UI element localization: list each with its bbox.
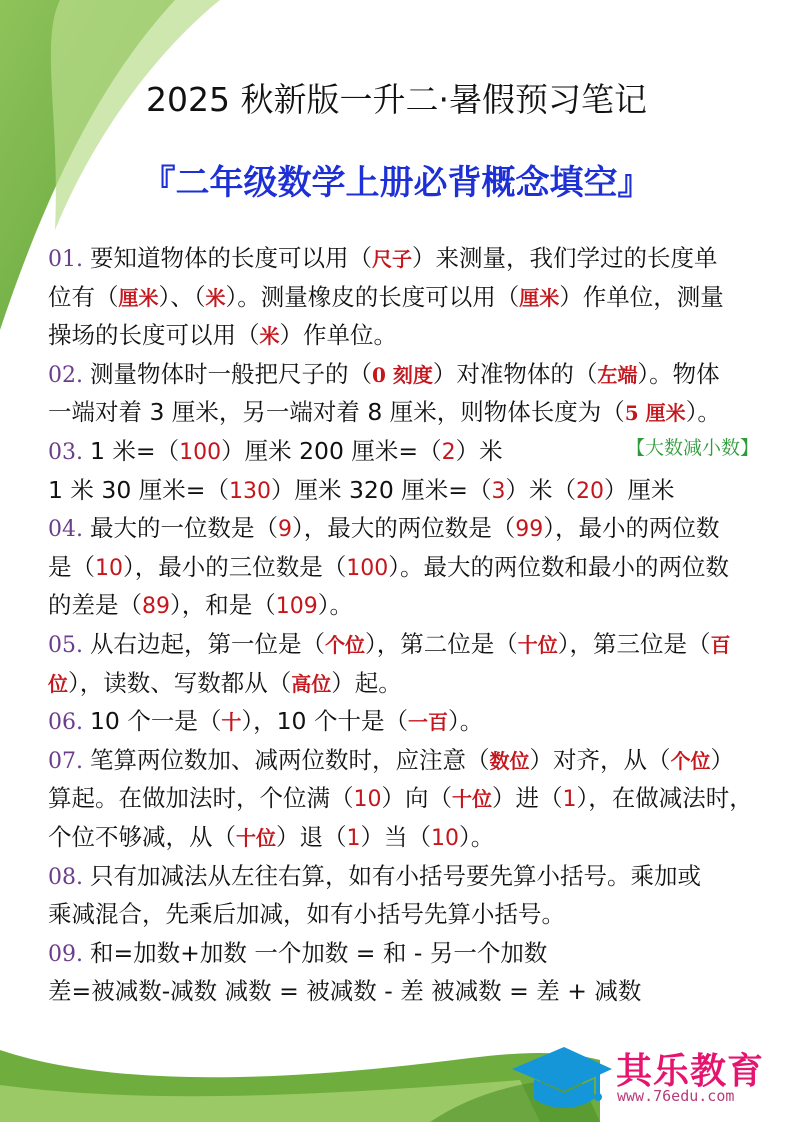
concept-text: 差=被减数-减数 减数 = 被减数 - 差 被减数 = 差 + 减数	[48, 977, 642, 1006]
item-number: 02.	[48, 362, 90, 388]
answer-text: 一百	[407, 710, 448, 735]
concept-line	[48, 934, 547, 972]
concept-text: ）厘米	[603, 475, 675, 504]
concept-text: ），最小的两位数	[543, 514, 720, 543]
answer-text: 厘米	[118, 285, 159, 310]
concept-line	[48, 664, 402, 702]
concept-text: 算起。在做加法时，个位满（	[48, 784, 354, 813]
concept-line	[48, 355, 720, 393]
answer-number: 130	[228, 478, 271, 504]
answer-text: 尺子	[371, 247, 412, 271]
concept-text: ），10 个十是（	[241, 707, 408, 736]
concept-text: ），最小的三位数是（	[123, 552, 347, 581]
concept-text: 1 米=（	[89, 437, 180, 465]
concept-text: ）厘米 320 厘米=（	[270, 475, 492, 504]
concept-text: ）。	[447, 707, 484, 736]
brand-url: www.76edu.com	[617, 1087, 735, 1105]
concept-text: 的差是（	[48, 591, 142, 620]
concept-text: 只有加减法从左往右算，如有小括号要先算小括号。乘加或	[89, 861, 701, 890]
concept-text: ），最大的两位数是（	[291, 514, 516, 543]
answer-text: 十	[221, 710, 242, 735]
concept-text: ）当（	[360, 823, 431, 851]
concept-line	[48, 432, 503, 470]
answer-number: 89	[142, 594, 170, 620]
concept-text: ）米	[455, 437, 503, 465]
item-number: 07.	[48, 748, 90, 774]
concept-text: ）厘米 200 厘米=（	[221, 437, 442, 465]
answer-text: 5 厘米	[624, 401, 686, 426]
concept-text: ）来测量，我们学过的长度单	[411, 244, 718, 272]
brand-logo	[512, 1043, 782, 1113]
answer-text: 位	[48, 671, 68, 696]
brand-name: 其乐教育	[616, 1051, 765, 1092]
concept-text: 要知道物体的长度可以用（	[89, 244, 372, 272]
concept-text: 操场的长度可以用（	[48, 321, 260, 350]
item-number: 01.	[48, 247, 90, 272]
concept-line	[48, 625, 730, 663]
page-title: 2025 秋新版一升二·暑假预习笔记	[146, 80, 647, 119]
concept-text: ）退（	[276, 823, 347, 851]
hint-tip: 【大数减小数】	[626, 437, 760, 459]
answer-number: 20	[575, 478, 604, 504]
concept-text: 最大的一位数是（	[89, 514, 278, 543]
answer-text: 米	[259, 324, 280, 349]
concept-line	[48, 509, 719, 547]
answer-number: 100	[346, 555, 389, 581]
concept-line	[48, 393, 721, 431]
item-number: 05.	[48, 633, 90, 658]
answer-number: 2	[441, 440, 456, 465]
concept-line	[48, 586, 353, 624]
concept-text: ）。最大的两位数和最小的两位数	[388, 552, 729, 581]
answer-number: 9	[277, 517, 292, 543]
concept-text: ）。	[317, 591, 353, 620]
answer-number: 3	[491, 478, 506, 504]
answer-text: 左端	[597, 362, 638, 387]
concept-text: 一端对着 3 厘米，另一端对着 8 厘米，则物体长度为（	[48, 398, 625, 427]
concept-line	[48, 239, 717, 277]
concept-line	[48, 471, 674, 509]
concept-text: ）向（	[381, 784, 452, 813]
concept-line	[48, 741, 734, 779]
answer-number: 100	[179, 440, 222, 465]
concept-line	[48, 895, 565, 933]
concept-text: 位有（	[48, 282, 119, 311]
answer-text: 个位	[670, 748, 711, 773]
concept-text: ）作单位，测量	[559, 282, 724, 311]
concept-text: 测量物体时一般把尺子的（	[89, 359, 372, 388]
concept-line	[48, 278, 724, 316]
concept-line	[48, 548, 729, 586]
concept-text: 笔算两位数加、减两位数时，应注意（	[89, 745, 490, 774]
graduation-cap-icon	[512, 1043, 612, 1113]
concept-text: ）对准物体的（	[432, 359, 598, 388]
concept-line	[48, 779, 753, 817]
answer-number: 10	[353, 787, 382, 813]
concept-text: ）。物体	[637, 359, 720, 388]
answer-number: 10	[95, 555, 123, 581]
item-number: 03.	[48, 440, 90, 465]
concept-text: 是（	[48, 552, 95, 581]
item-number: 08.	[48, 864, 90, 890]
concept-text: ）	[710, 745, 734, 774]
answer-text: 十位	[452, 787, 492, 812]
concept-text: 从右边起，第一位是（	[89, 630, 325, 658]
answer-text: 百	[710, 633, 731, 657]
concept-line	[48, 316, 397, 354]
answer-text: 厘米	[519, 285, 560, 310]
item-number: 06.	[48, 710, 90, 736]
concept-line	[48, 818, 494, 856]
concept-text: ）对齐，从（	[529, 745, 671, 774]
concept-text: ）作单位。	[279, 321, 397, 350]
item-number: 09.	[48, 941, 90, 967]
item-number: 04.	[48, 517, 90, 543]
concept-text: 个位不够减，从（	[48, 823, 236, 851]
concept-text: ）米（	[505, 475, 576, 504]
concept-line	[48, 972, 641, 1010]
answer-number: 1	[562, 787, 577, 813]
concept-text: 10 个一是（	[89, 707, 222, 736]
answer-number: 99	[515, 517, 544, 543]
answer-text: 个位	[324, 633, 365, 657]
concept-text: ）。测量橡皮的长度可以用（	[225, 282, 520, 311]
concept-line	[48, 702, 483, 740]
concept-text: ）。	[685, 398, 721, 427]
concept-text: ），第三位是（	[557, 630, 711, 658]
answer-number: 1	[346, 826, 361, 851]
answer-text: 十位	[517, 633, 558, 657]
answer-text: 数位	[489, 748, 530, 773]
concept-text: 和=加数+加数 一个加数 = 和 - 另一个加数	[89, 938, 548, 967]
concept-text: ），和是（	[170, 591, 276, 620]
concept-text: ）、（	[158, 282, 206, 311]
concept-text: ），第二位是（	[364, 630, 518, 658]
answer-text: 十位	[236, 826, 276, 850]
concept-text: 乘减混合，先乘后加减，如有小括号先算小括号。	[48, 900, 565, 929]
concept-text: ），在做减法时，	[576, 784, 753, 813]
concept-text: ），读数、写数都从（	[68, 668, 292, 697]
concept-text: 1 米 30 厘米=（	[48, 475, 229, 504]
answer-text: 0 刻度	[371, 362, 433, 387]
answer-text: 高位	[291, 671, 332, 696]
page-subtitle: 『二年级数学上册必背概念填空』	[141, 163, 652, 203]
concept-text: ）。	[459, 823, 495, 851]
concept-line	[48, 857, 701, 895]
answer-number: 10	[431, 826, 459, 851]
answer-text: 米	[205, 285, 226, 310]
answer-number: 109	[275, 594, 318, 620]
concept-text: ）进（	[492, 784, 563, 813]
concept-text: ）起。	[331, 668, 402, 697]
